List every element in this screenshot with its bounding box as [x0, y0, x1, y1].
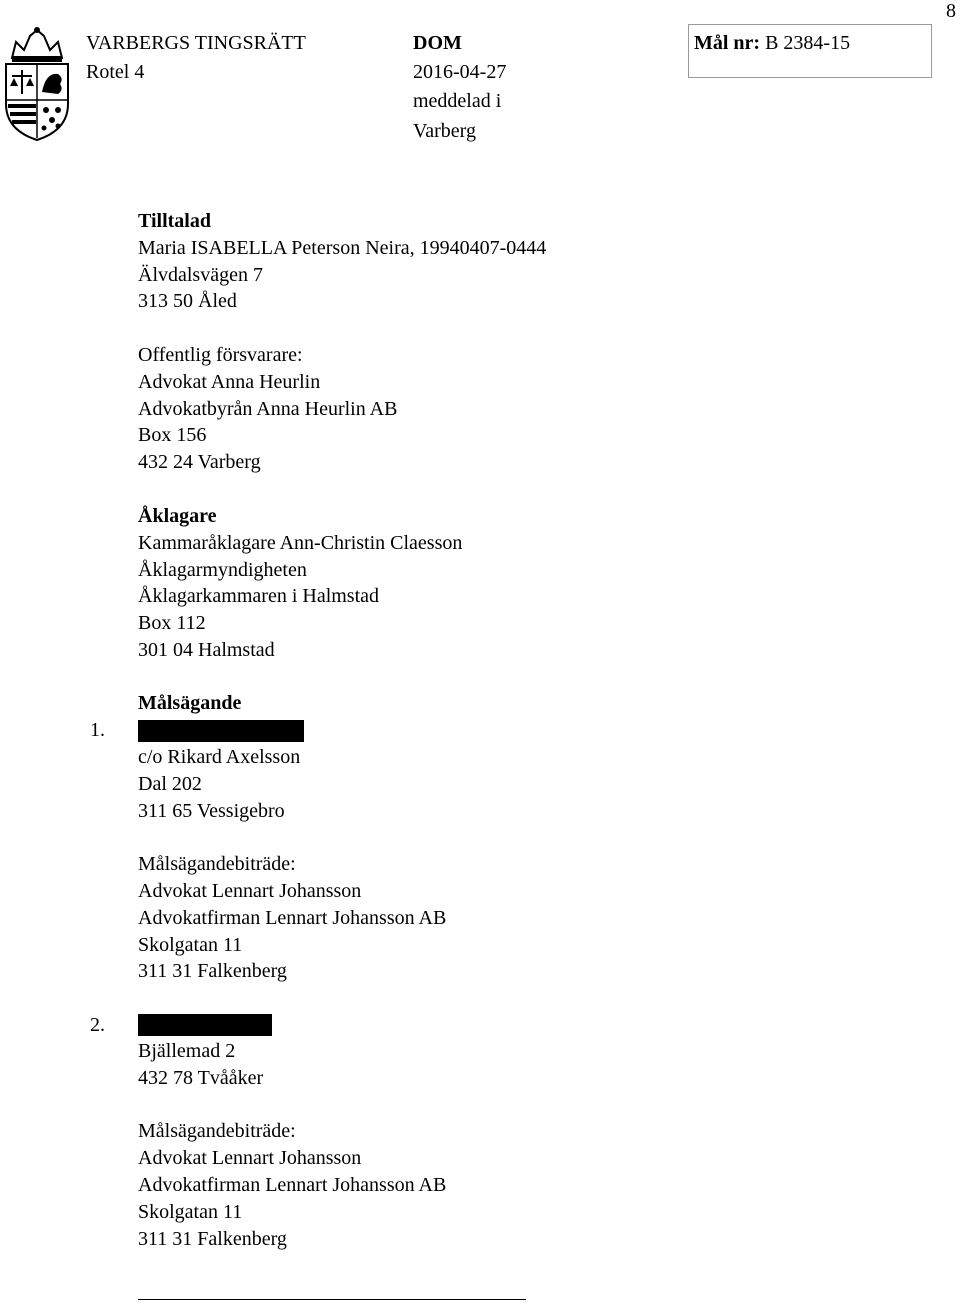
party-2-section: [138, 1038, 446, 1252]
issued-place: Varberg: [413, 120, 476, 142]
defense-counsel-firm: Advokatbyrån Anna Heurlin AB: [138, 397, 398, 420]
party-1-counsel-label: Målsägandebiträde:: [138, 853, 296, 876]
prosecutor-authority: Åklagarmyndigheten: [138, 558, 307, 581]
case-number-value: B 2384-15: [765, 32, 851, 54]
prosecutor-postal: 301 04 Halmstad: [138, 638, 275, 661]
court-name: VARBERGS TINGSRÄTT: [86, 32, 306, 54]
defense-counsel-postal: 432 24 Varberg: [138, 451, 261, 474]
party-1-section: [138, 744, 446, 985]
party-1-number: 1.: [90, 719, 105, 741]
redacted-name-2: [138, 1014, 272, 1036]
party-1-line1: c/o Rikard Axelsson: [138, 746, 301, 768]
party-2-line1: Bjällemad 2: [138, 1040, 236, 1062]
party-2-counsel-name: Advokat Lennart Johansson: [138, 1147, 362, 1170]
issued-label: meddelad i: [413, 90, 502, 112]
party-1-line2: Dal 202: [138, 772, 202, 795]
party-1-counsel-name: Advokat Lennart Johansson: [138, 879, 362, 902]
prosecutor-heading: Åklagare: [138, 505, 217, 527]
division: Rotel 4: [86, 61, 145, 83]
bottom-rule: [138, 1299, 526, 1300]
document-type: DOM: [413, 32, 462, 54]
party-1-counsel-street: Skolgatan 11: [138, 933, 243, 956]
case-number: [694, 29, 850, 58]
defense-counsel-label: Offentlig försvarare:: [138, 343, 303, 366]
party-2-counsel-label: Målsägandebiträde:: [138, 1120, 296, 1143]
prosecutor-box: Box 112: [138, 612, 206, 635]
party-1-line3: 311 65 Vessigebro: [138, 799, 285, 822]
prosecutor-office: Åklagarkammaren i Halmstad: [138, 585, 380, 608]
case-number-label: Mål nr:: [694, 32, 761, 54]
party-2-line2: 432 78 Tvååker: [138, 1066, 264, 1089]
defendant-heading: Tilltalad: [138, 210, 211, 232]
court-coat-of-arms-icon: [2, 26, 72, 142]
defense-counsel-box: Box 156: [138, 424, 207, 447]
party-2-counsel-street: Skolgatan 11: [138, 1200, 243, 1223]
prosecutor-section: [138, 503, 462, 664]
defendant-name: Maria ISABELLA Peterson Neira, 19940407-0444: [138, 236, 547, 259]
redacted-name-1: [138, 720, 304, 742]
injured-heading: Målsägande: [138, 692, 242, 714]
party-1-counsel-postal: 311 31 Falkenberg: [138, 960, 287, 983]
document-date: 2016-04-27: [413, 61, 507, 83]
party-1-counsel-firm: Advokatfirman Lennart Johansson AB: [138, 906, 447, 929]
defendant-postal: 313 50 Åled: [138, 290, 237, 313]
defendant-street: Älvdalsvägen 7: [138, 263, 263, 286]
page-number: 8: [946, 0, 956, 22]
party-2-counsel-postal: 311 31 Falkenberg: [138, 1227, 287, 1250]
party-2-counsel-firm: Advokatfirman Lennart Johansson AB: [138, 1173, 447, 1196]
party-2-number: 2.: [90, 1014, 105, 1036]
prosecutor-name: Kammaråklagare Ann-Christin Claesson: [138, 531, 463, 554]
defendant-section: [138, 208, 546, 476]
defense-counsel-name: Advokat Anna Heurlin: [138, 370, 321, 393]
